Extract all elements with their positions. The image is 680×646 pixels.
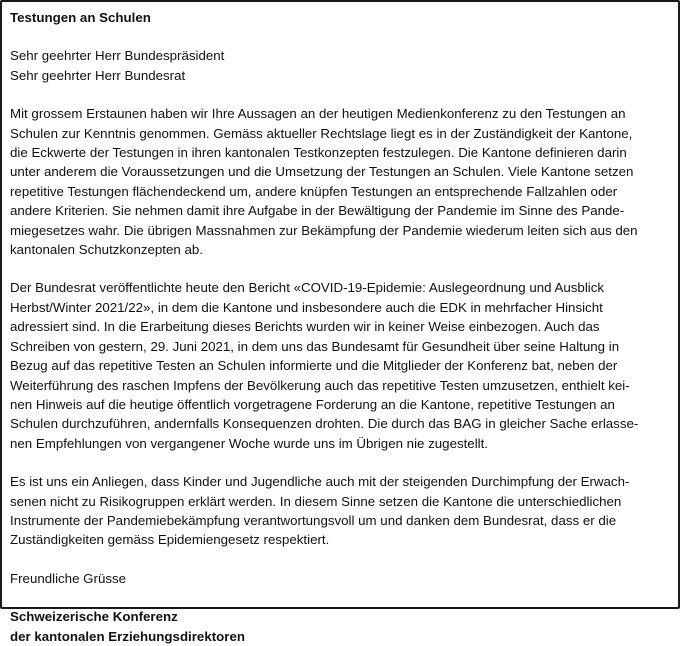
text-line: andere Kriterien. Sie nehmen damit ihre Aufgabe in der Bewältigung der Pandemie im Sinne des Pande- bbox=[10, 203, 625, 219]
paragraph-1 bbox=[10, 104, 670, 259]
text-line: Es ist uns ein Anliegen, dass Kinder und Jugendliche auch mit der steigenden Durchimpfung der Erwach- bbox=[10, 474, 630, 490]
text-line: adressiert sind. In die Erarbeitung dieses Berichts wurden wir in keiner Weise einbezogen. Auch das bbox=[10, 319, 600, 335]
salutation-line: Sehr geehrter Herr Bundespräsident bbox=[10, 48, 225, 64]
paragraph-2 bbox=[10, 278, 670, 453]
text-line: nen Empfehlungen von vergangener Woche wurde uns im Übrigen nie zugestellt. bbox=[10, 435, 488, 451]
text-line: Instrumente der Pandemiebekämpfung verantwortungsvoll um und danken dem Bundesrat, dass er die bbox=[10, 512, 617, 528]
salutation-line: Sehr geehrter Herr Bundesrat bbox=[10, 67, 186, 83]
text-line: die Eckwerte der Testungen in ihren kantonalen Testkonzepten festzulegen. Die Kantone definieren darin bbox=[10, 145, 627, 161]
text-line: senen nicht zu Risikogruppen erklärt werden. In diesem Sinne setzen die Kantone die unterschiedlichen bbox=[10, 493, 622, 509]
text-line: Der Bundesrat veröffentlichte heute den Bericht «COVID-19-Epidemie: Auslegeordnung und Ausblick bbox=[10, 280, 605, 296]
letter-title: Testungen an Schulen bbox=[10, 10, 151, 25]
paragraph-3 bbox=[10, 472, 670, 550]
letter-document bbox=[10, 8, 670, 646]
text-line: Weiterführung des raschen Impfens der Bevölkerung auch das repetitive Testen umzusetzen, enthielt kei- bbox=[10, 377, 630, 393]
text-line: Schreiben von gestern, 29. Juni 2021, in dem uns das Bundesamt für Gesundheit über seine Haltung in bbox=[10, 338, 620, 354]
text-line: Zuständigkeiten gemäss Epidemiengesetz respektiert. bbox=[10, 532, 330, 548]
text-line: miegesetzes wahr. Die übrigen Massnahmen zur Bekämpfung der Pandemie wiederum leiten sich aus den bbox=[10, 222, 638, 238]
text-line: unter anderem die Voraussetzungen und die Umsetzung der Testungen an Schulen. Viele Kantone setzen bbox=[10, 164, 634, 180]
text-line: nen Hinweis auf die heutige öffentlich vorgetragene Forderung an die Kantone, repetitive Testungen an bbox=[10, 396, 615, 412]
signature-line: Schweizerische Konferenz bbox=[10, 609, 178, 625]
text-line: Schulen zur Kenntnis genommen. Gemäss aktueller Rechtslage liegt es in der Zuständigkeit der Kantone, bbox=[10, 125, 633, 141]
text-line: Herbst/Winter 2021/22», in dem die Kantone und insbesondere auch die EDK in mehrfacher Hinsicht bbox=[10, 299, 603, 315]
closing-greeting: Freundliche Grüsse bbox=[10, 570, 127, 586]
text-line: Mit grossem Erstaunen haben wir Ihre Aussagen an der heutigen Medienkonferenz zu den Testungen an bbox=[10, 106, 626, 122]
signature-line: der kantonalen Erziehungsdirektoren bbox=[10, 628, 245, 644]
text-line: kantonalen Schutzkonzepten ab. bbox=[10, 242, 203, 258]
text-line: Bezug auf das repetitive Testen an Schulen informierte und die Mitglieder der Konferenz bat, neben der bbox=[10, 358, 618, 374]
salutation-block bbox=[10, 46, 670, 85]
text-line: Schulen durchzuführen, andernfalls Konsequenzen drohten. Die durch das BAG in gleicher Sache erlasse- bbox=[10, 416, 639, 432]
signature-block bbox=[10, 607, 670, 646]
text-line: repetitive Testungen flächendeckend um, andere knüpfen Testungen an entsprechende Fallzahlen oder bbox=[10, 183, 618, 199]
